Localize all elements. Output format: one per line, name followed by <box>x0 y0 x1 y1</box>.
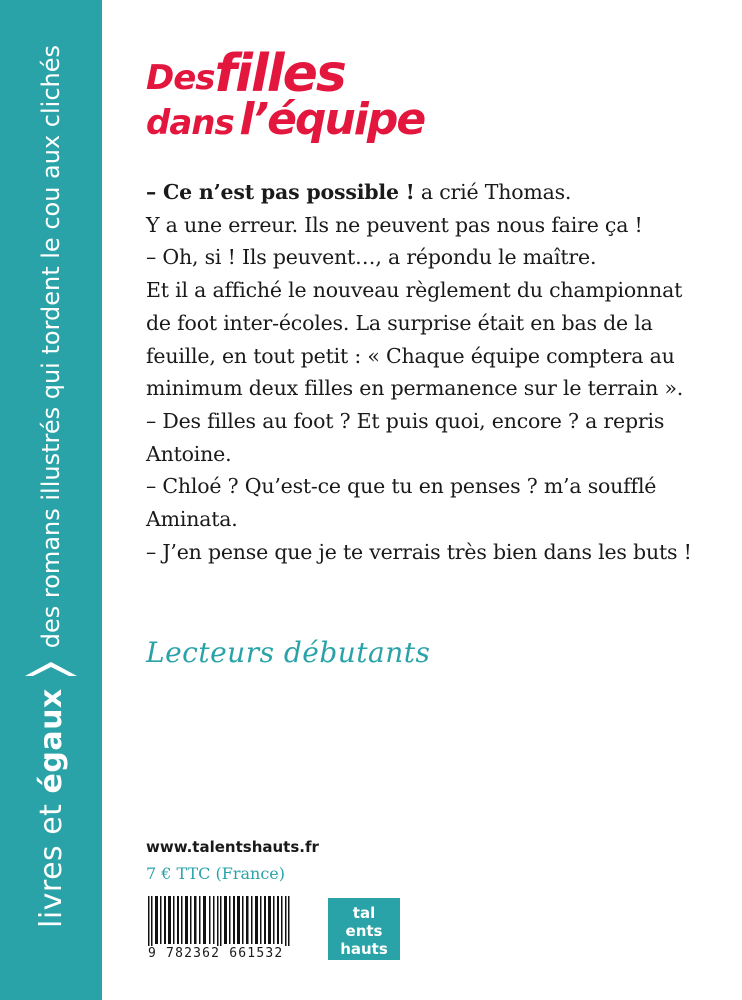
blurb-line-3: – Oh, si ! Ils peuvent…, a répondu le maître. <box>146 245 597 270</box>
publisher-website[interactable]: www.talentshauts.fr <box>146 838 319 856</box>
series-prefix: livres et <box>33 803 69 928</box>
logo-line-3: hauts <box>340 940 388 958</box>
price-label: 7 € TTC (France) <box>146 864 286 883</box>
title-word-des: Des <box>146 58 215 98</box>
blurb-bold-quote: – Ce n’est pas possible ! <box>146 180 415 204</box>
blurb-paragraph-7: – J’en pense que je te verrais très bien dans les buts ! <box>146 539 692 564</box>
title-word-equipe: l’équipe <box>239 94 425 145</box>
publisher-logo <box>328 898 400 960</box>
series-tagline: des romans illustrés qui tordent le cou aux clichés <box>37 44 65 649</box>
logo-line-1: tal <box>352 904 376 922</box>
logo-line-2: ents <box>345 922 383 940</box>
blurb-line-1-rest: a crié Thomas. <box>414 180 572 204</box>
reading-level: Lecteurs débutants <box>146 636 431 669</box>
spine-band <box>0 0 102 1000</box>
blurb-paragraph-5: – Des filles au foot ? Et puis quoi, encore ? a repris Antoine. <box>146 408 665 466</box>
title-word-dans: dans <box>146 103 234 143</box>
title-word-filles: filles <box>214 44 345 104</box>
blurb-line-1 <box>146 176 706 209</box>
series-name <box>34 688 69 928</box>
blurb-paragraph-6: – Chloé ? Qu’est-ce que tu en penses ? m’a soufflé Aminata. <box>146 474 657 532</box>
series-bold: égaux <box>33 688 69 794</box>
back-cover-blurb <box>146 176 706 568</box>
spine-text <box>25 45 77 928</box>
title-row-1 <box>146 44 424 104</box>
barcode-icon <box>146 896 292 948</box>
blurb-line-2: Y a une erreur. Ils ne peuvent pas nous faire ça ! <box>146 212 643 237</box>
book-title <box>146 44 425 145</box>
barcode <box>146 896 292 968</box>
blurb-paragraph-4: Et il a affiché le nouveau règlement du championnat de foot inter-écoles. La surprise était en bas de la feuille, en tout petit : « Chaque équipe comptera au minimum deux filles en permanence sur le terrain ». <box>146 278 684 401</box>
title-row-2 <box>146 94 425 145</box>
isbn-number: 9 782362 661532 <box>146 946 294 961</box>
bracket-icon <box>25 662 77 676</box>
